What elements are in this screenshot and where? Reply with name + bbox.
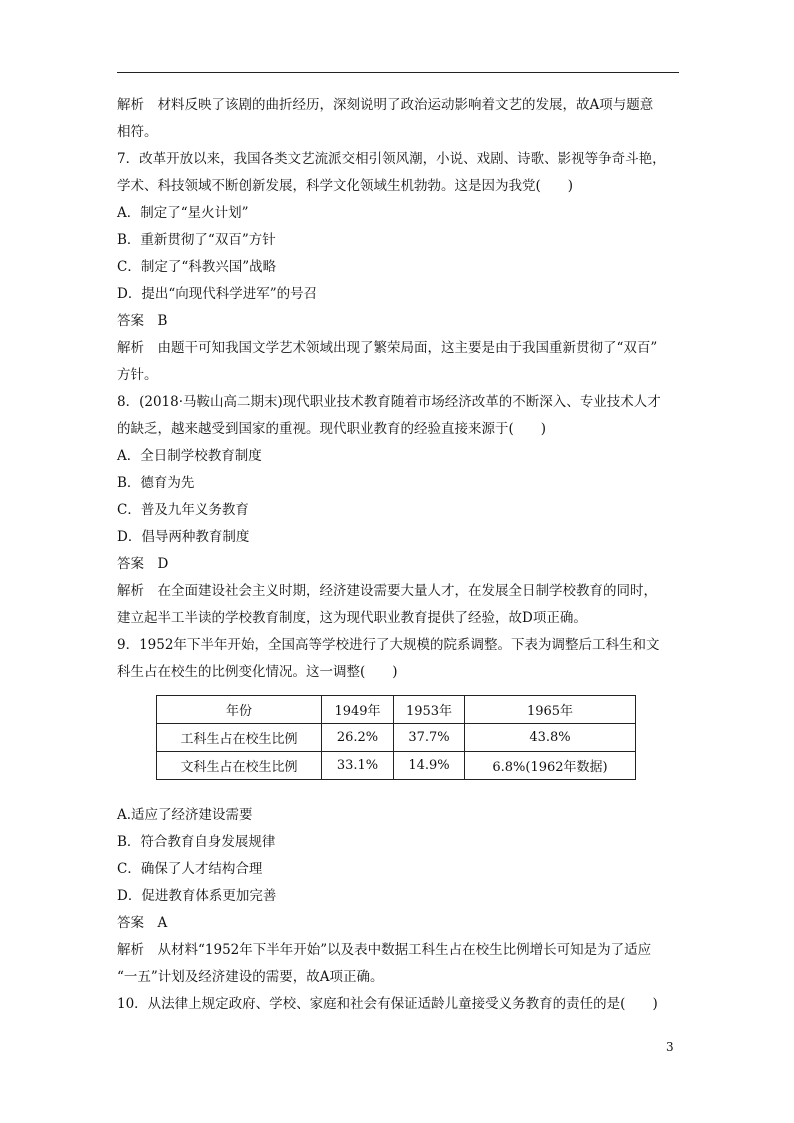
text-line: 相符。 [117,124,158,140]
question-7-stem: 7．改革开放以来，我国各类文艺流派交相引领风潮，小说、戏剧、诗歌、影视等争奇斗艳， [117,151,666,167]
table-cell: 14.9% [394,752,465,780]
option-c: C．制定了“科教兴国”战略 [117,259,277,275]
analysis-line: 解析 在全面建设社会主义时期，经济建设需要大量人才，在发展全日制学校教育的同时， [117,583,657,599]
question-8-stem: 的缺乏，越来越受到国家的重视。现代职业教育的经验直接来源于( ) [117,421,547,437]
option-d: D．倡导两种教育制度 [117,529,250,545]
table-cell: 工科生占在校生比例 [157,724,322,752]
table-cell: 37.7% [394,724,465,752]
table-row [157,752,636,780]
option-b: B．重新贯彻了“双百”方针 [117,232,276,248]
table-header-cell: 1953年 [394,696,465,724]
table-cell: 文科生占在校生比例 [157,752,322,780]
question-9-stem: 9．1952年下半年开始，全国高等学校进行了大规模的院系调整。下表为调整后工科生和文 [117,637,660,653]
option-b: B．符合教育自身发展规律 [117,834,276,850]
analysis-line: “一五”计划及经济建设的需要，故A项正确。 [117,969,384,985]
option-a: A.适应了经济建设需要 [117,807,253,823]
analysis-line: 方针。 [117,367,158,383]
document-body-top [117,92,679,686]
analysis-line: 解析 由题干可知我国文学艺术领域出现了繁荣局面，这主要是由于我国重新贯彻了“双百” [117,340,658,356]
table-cell: 33.1% [322,752,394,780]
question-9-stem: 科生占在校生的比例变化情况。这一调整( ) [117,664,398,680]
table-header-row [157,696,636,724]
analysis-line: 建立起半工半读的学校教育制度，这为现代职业教育提供了经验，故D项正确。 [117,610,587,626]
option-d: D．促进教育体系更加完善 [117,888,277,904]
table-header-cell: 1949年 [322,696,394,724]
table-header-cell: 1965年 [465,696,636,724]
option-c: C．确保了人才结构合理 [117,861,263,877]
analysis-line: 解析 从材料“1952年下半年开始”以及表中数据工科生占在校生比例增长可知是为了适应 [117,942,652,958]
question-8-stem: 8．(2018·马鞍山高二期末)现代职业技术教育随着市场经济改革的不断深入、专业技术人才 [117,394,661,410]
header-rule [117,72,679,73]
answer-line: 答案 B [117,313,168,329]
option-d: D．提出“向现代科学进军”的号召 [117,286,318,302]
table-cell: 26.2% [322,724,394,752]
enrollment-ratio-table [156,695,636,780]
option-a: A．全日制学校教育制度 [117,448,262,464]
option-c: C．普及九年义务教育 [117,502,249,518]
table-cell: 6.8%(1962年数据) [465,752,636,780]
document-body-bottom [117,802,679,1018]
table-row [157,724,636,752]
page-number: 3 [666,1040,674,1054]
text-line: 解析 材料反映了该剧的曲折经历，深刻说明了政治运动影响着文艺的发展，故A项与题意 [117,97,654,113]
table-header-cell: 年份 [157,696,322,724]
option-a: A．制定了“星火计划” [117,205,249,221]
table-cell: 43.8% [465,724,636,752]
question-7-stem: 学术、科技领域不断创新发展，科学文化领域生机勃勃。这是因为我党( ) [117,178,574,194]
answer-line: 答案 A [117,915,168,931]
option-b: B．德育为先 [117,475,195,491]
question-10-stem: 10．从法律上规定政府、学校、家庭和社会有保证适龄儿童接受义务教育的责任的是( ) [117,996,658,1012]
answer-line: 答案 D [117,556,169,572]
